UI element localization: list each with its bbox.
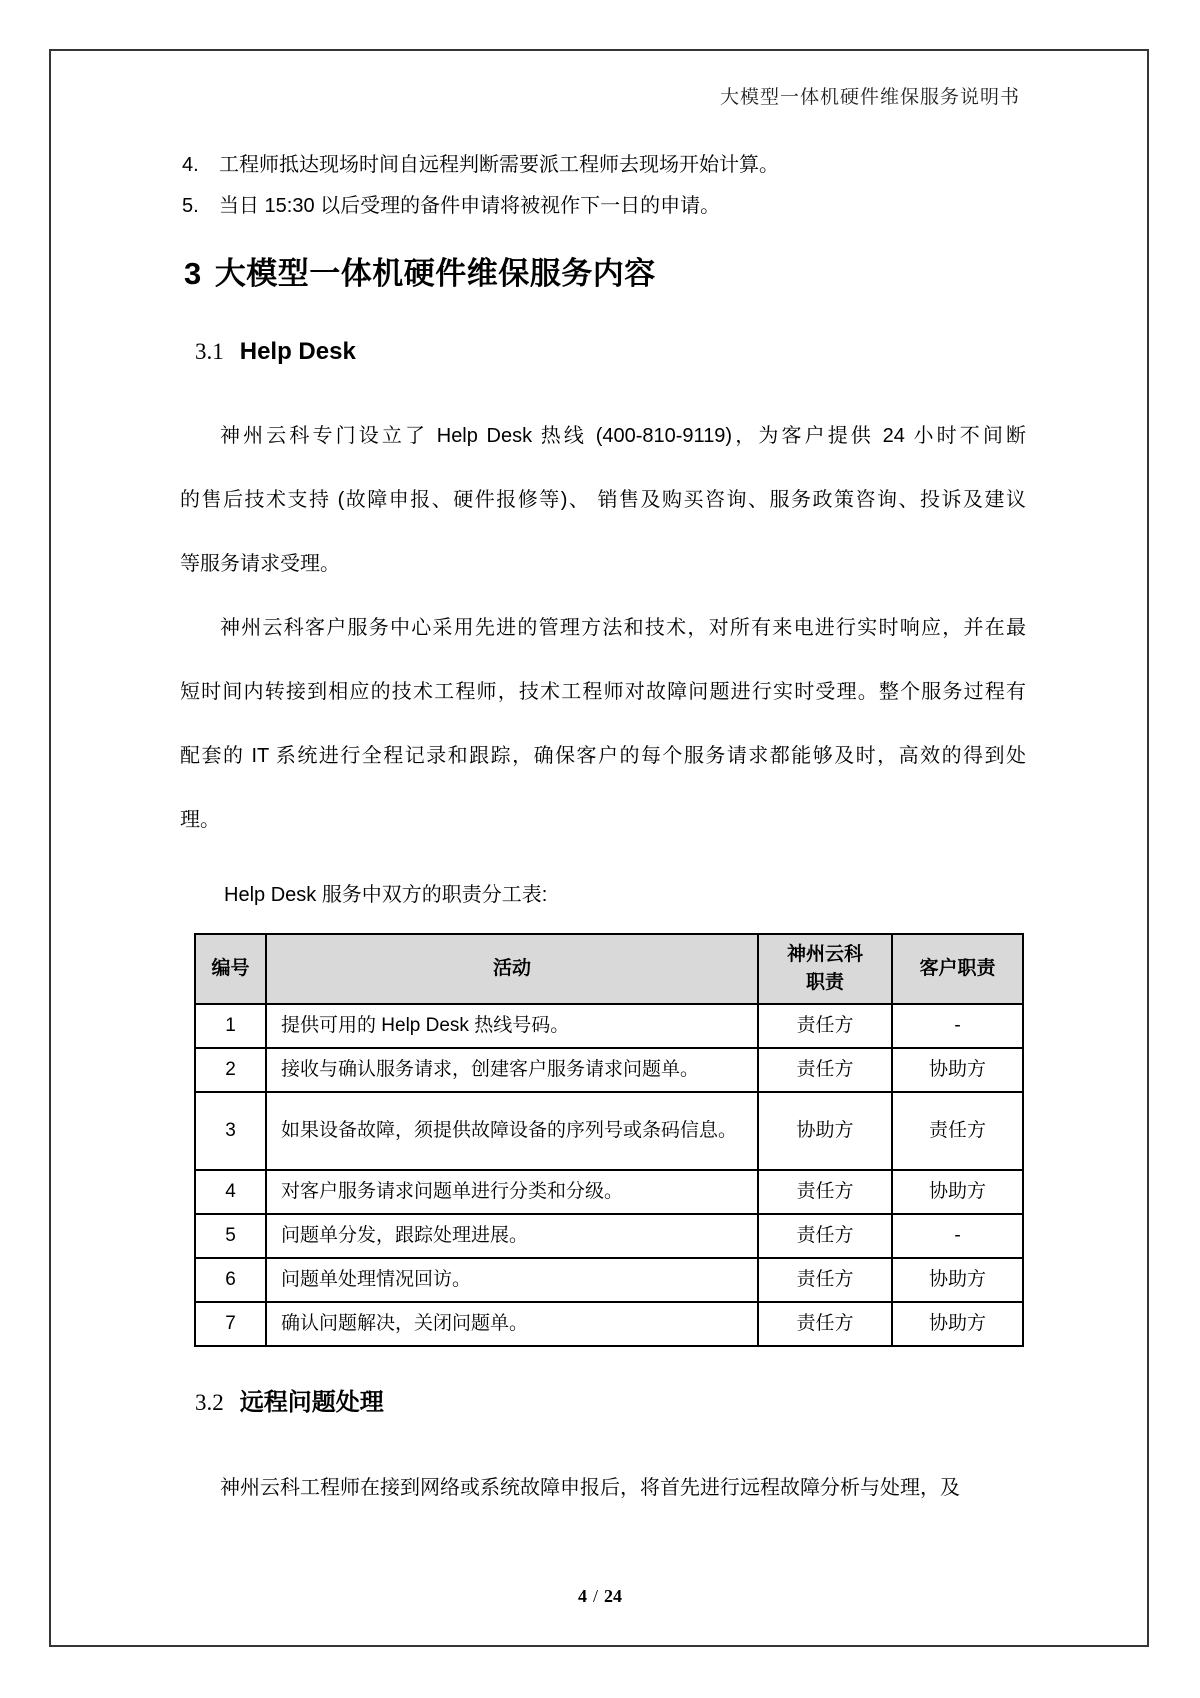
col-header-csk-line1: 神州云科	[786, 944, 863, 965]
cell-customer-duty: 责任方	[892, 1092, 1023, 1170]
cell-csk-duty: 责任方	[758, 1048, 892, 1092]
section-title: Help Desk	[239, 338, 356, 365]
paragraph-service-center	[180, 596, 1026, 852]
cell-activity: 问题单处理情况回访。	[266, 1258, 758, 1302]
page-number-total: 24	[604, 1586, 622, 1606]
cell-csk-duty: 责任方	[758, 1170, 892, 1214]
section-number: 3	[184, 256, 202, 291]
list-item-text: 当日 15:30 以后受理的备件申请将被视作下一日的申请。	[219, 195, 721, 217]
col-header-csk-line2: 职责	[805, 972, 844, 993]
list-item-5	[182, 191, 1042, 221]
table-row	[195, 1048, 1023, 1092]
cell-customer-duty: 协助方	[892, 1048, 1023, 1092]
paragraph-line: 神州云科客户服务中心采用先进的管理方法和技术，对所有来电进行实时响应，并在最	[220, 617, 1026, 639]
paragraph-line: 神州云科专门设立了 Help Desk 热线 (400-810-9119)，为客户提供 24 小时不间断	[220, 425, 1026, 447]
cell-csk-duty: 责任方	[758, 1214, 892, 1258]
section-number: 3.1	[195, 339, 224, 364]
cell-number: 2	[195, 1048, 266, 1092]
table-caption: Help Desk 服务中双方的职责分工表:	[224, 884, 548, 906]
cell-customer-duty: 协助方	[892, 1258, 1023, 1302]
col-header-activity: 活动	[266, 934, 758, 1004]
paragraph-line: 配套的 IT 系统进行全程记录和跟踪，确保客户的每个服务请求都能够及时，高效的得到处	[180, 745, 1026, 767]
table-row	[195, 1214, 1023, 1258]
paragraph-line: 短时间内转接到相应的技术工程师，技术工程师对故障问题进行实时受理。整个服务过程有	[180, 681, 1026, 703]
cell-number: 1	[195, 1004, 266, 1048]
list-item-4	[182, 150, 1042, 180]
section-heading-3	[184, 255, 656, 293]
section-title: 远程问题处理	[239, 1389, 384, 1416]
table-header-row	[195, 934, 1023, 1004]
paragraph-line: 理。	[180, 809, 220, 831]
table-row	[195, 1092, 1023, 1170]
cell-customer-duty: -	[892, 1214, 1023, 1258]
cell-csk-duty: 责任方	[758, 1258, 892, 1302]
cell-number: 6	[195, 1258, 266, 1302]
cell-customer-duty: 协助方	[892, 1302, 1023, 1346]
cell-activity: 问题单分发，跟踪处理进展。	[266, 1214, 758, 1258]
cell-number: 3	[195, 1092, 266, 1170]
section-heading-3-2	[195, 1388, 384, 1418]
col-header-number: 编号	[195, 934, 266, 1004]
page-number-separator: /	[592, 1586, 598, 1606]
paragraph-line: 神州云科工程师在接到网络或系统故障申报后，将首先进行远程故障分析与处理，及	[220, 1477, 960, 1499]
col-header-customer-duty: 客户职责	[892, 934, 1023, 1004]
table-row	[195, 1170, 1023, 1214]
paragraph-line: 等服务请求受理。	[180, 553, 340, 575]
responsibility-table	[194, 933, 1024, 1347]
cell-activity: 提供可用的 Help Desk 热线号码。	[266, 1004, 758, 1048]
table-row	[195, 1004, 1023, 1048]
cell-number: 5	[195, 1214, 266, 1258]
cell-activity: 如果设备故障，须提供故障设备的序列号或条码信息。	[266, 1092, 758, 1170]
page-footer	[0, 1584, 1200, 1608]
section-heading-3-1	[195, 337, 356, 367]
cell-csk-duty: 责任方	[758, 1302, 892, 1346]
page-number-current: 4	[577, 1586, 587, 1606]
list-item-text: 工程师抵达现场时间自远程判断需要派工程师去现场开始计算。	[219, 154, 779, 176]
cell-customer-duty: 协助方	[892, 1170, 1023, 1214]
cell-csk-duty: 协助方	[758, 1092, 892, 1170]
section-number: 3.2	[195, 1390, 224, 1415]
cell-csk-duty: 责任方	[758, 1004, 892, 1048]
page-header-title: 大模型一体机硬件维保服务说明书	[719, 87, 1020, 108]
paragraph-helpdesk-intro	[180, 404, 1026, 596]
cell-activity: 对客户服务请求问题单进行分类和分级。	[266, 1170, 758, 1214]
paragraph-line: 的售后技术支持 (故障申报、硬件报修等)、 销售及购买咨询、服务政策咨询、投诉及建议	[180, 489, 1026, 511]
col-header-csk-duty	[758, 934, 892, 1004]
table-row	[195, 1302, 1023, 1346]
cell-number: 7	[195, 1302, 266, 1346]
cell-activity: 接收与确认服务请求，创建客户服务请求问题单。	[266, 1048, 758, 1092]
list-item-number: 4.	[182, 154, 199, 176]
paragraph-remote-handling	[180, 1456, 1026, 1520]
list-item-number: 5.	[182, 195, 199, 217]
table-row	[195, 1258, 1023, 1302]
cell-customer-duty: -	[892, 1004, 1023, 1048]
section-title: 大模型一体机硬件维保服务内容	[214, 256, 656, 291]
cell-activity: 确认问题解决，关闭问题单。	[266, 1302, 758, 1346]
cell-number: 4	[195, 1170, 266, 1214]
